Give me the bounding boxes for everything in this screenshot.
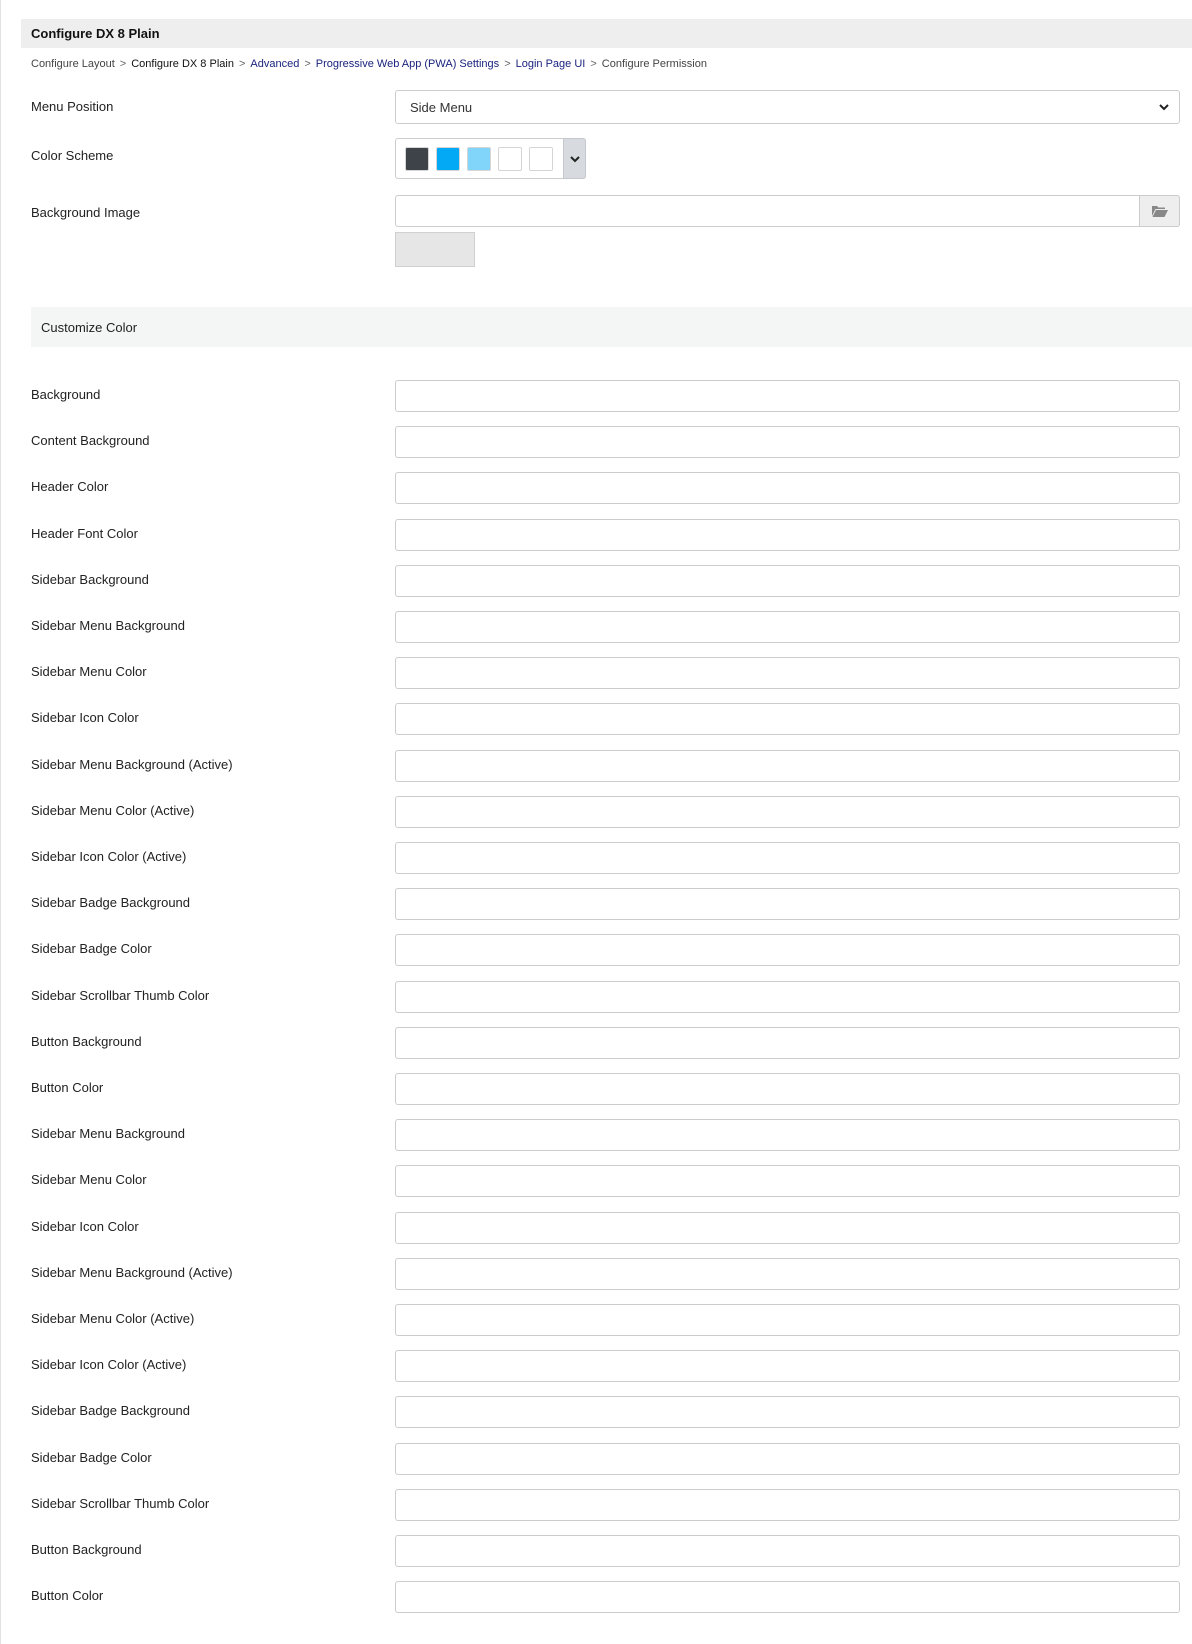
breadcrumb-item[interactable]: Configure Permission — [601, 58, 707, 70]
menu-position-value: Side Menu — [410, 99, 473, 115]
color-field-input[interactable] — [395, 1581, 1180, 1613]
background-image-input[interactable] — [395, 195, 1180, 227]
color-field-input[interactable] — [395, 1396, 1180, 1428]
color-field-label: Content Background — [31, 433, 150, 448]
color-field-label: Sidebar Menu Color — [31, 664, 147, 679]
color-field-input[interactable] — [395, 981, 1180, 1013]
breadcrumb — [31, 58, 707, 70]
color-field-input[interactable] — [395, 472, 1180, 504]
color-field-label: Button Background — [31, 1034, 142, 1049]
color-field-label: Sidebar Menu Background (Active) — [31, 757, 233, 772]
color-field-input[interactable] — [395, 1119, 1180, 1151]
color-field-label: Sidebar Icon Color (Active) — [31, 849, 187, 864]
color-field-input[interactable] — [395, 519, 1180, 551]
color-swatch — [529, 147, 553, 171]
color-swatch — [405, 147, 429, 171]
background-image-preview — [395, 232, 475, 267]
color-field-input[interactable] — [395, 426, 1180, 458]
color-field-label: Button Color — [31, 1588, 104, 1603]
color-field-input[interactable] — [395, 934, 1180, 966]
color-field-label: Sidebar Menu Background (Active) — [31, 1265, 233, 1280]
color-field-input[interactable] — [395, 750, 1180, 782]
color-swatch — [467, 147, 491, 171]
color-field-input[interactable] — [395, 380, 1180, 412]
breadcrumb-item[interactable]: Advanced — [250, 58, 300, 70]
color-field-input[interactable] — [395, 1535, 1180, 1567]
color-field-label: Sidebar Badge Color — [31, 941, 152, 956]
color-field-label: Sidebar Icon Color — [31, 1219, 139, 1234]
color-field-input[interactable] — [395, 1073, 1180, 1105]
section-title: Customize Color — [41, 319, 138, 335]
color-field-label: Sidebar Badge Color — [31, 1450, 152, 1465]
breadcrumb-item: Configure DX 8 Plain — [131, 58, 234, 70]
color-field-label: Sidebar Menu Background — [31, 618, 185, 633]
color-field-input[interactable] — [395, 1165, 1180, 1197]
breadcrumb-separator: > — [119, 58, 127, 70]
color-field-input[interactable] — [395, 657, 1180, 689]
menu-position-select[interactable] — [395, 90, 1180, 124]
color-field-label: Button Background — [31, 1542, 142, 1557]
color-field-input[interactable] — [395, 1489, 1180, 1521]
color-field-label: Background — [31, 387, 101, 402]
breadcrumb-separator: > — [238, 58, 246, 70]
color-field-label: Sidebar Menu Color (Active) — [31, 803, 195, 818]
customize-color-section — [31, 307, 1192, 347]
chevron-down-icon — [569, 153, 581, 165]
color-field-input[interactable] — [395, 1443, 1180, 1475]
breadcrumb-item[interactable]: Progressive Web App (PWA) Settings — [315, 58, 500, 70]
page-title: Configure DX 8 Plain — [31, 26, 160, 41]
breadcrumb-item[interactable]: Configure Layout — [31, 58, 115, 70]
color-field-label: Sidebar Menu Color — [31, 1172, 147, 1187]
color-field-label: Sidebar Icon Color — [31, 710, 139, 725]
color-field-label: Sidebar Icon Color (Active) — [31, 1357, 187, 1372]
color-scheme-toggle[interactable] — [563, 138, 586, 179]
color-swatch — [436, 147, 460, 171]
color-field-input[interactable] — [395, 842, 1180, 874]
color-field-label: Sidebar Scrollbar Thumb Color — [31, 988, 210, 1003]
background-image-label: Background Image — [31, 205, 141, 220]
color-field-input[interactable] — [395, 1258, 1180, 1290]
color-scheme-label: Color Scheme — [31, 148, 114, 163]
color-field-label: Sidebar Menu Background — [31, 1126, 185, 1141]
color-field-input[interactable] — [395, 565, 1180, 597]
color-swatch — [498, 147, 522, 171]
color-field-label: Button Color — [31, 1080, 104, 1095]
page-left-border — [0, 0, 1, 1644]
color-field-label: Header Font Color — [31, 526, 138, 541]
color-field-label: Sidebar Scrollbar Thumb Color — [31, 1496, 210, 1511]
color-field-input[interactable] — [395, 1304, 1180, 1336]
color-field-label: Sidebar Badge Background — [31, 1403, 191, 1418]
breadcrumb-separator: > — [590, 58, 597, 70]
color-field-input[interactable] — [395, 1350, 1180, 1382]
color-field-input[interactable] — [395, 1027, 1180, 1059]
color-field-input[interactable] — [395, 703, 1180, 735]
browse-file-button[interactable] — [1139, 195, 1180, 227]
color-field-input[interactable] — [395, 796, 1180, 828]
color-field-input[interactable] — [395, 1212, 1180, 1244]
chevron-down-icon — [1158, 101, 1170, 113]
breadcrumb-separator: > — [504, 58, 511, 70]
color-field-label: Sidebar Badge Background — [31, 895, 191, 910]
color-field-label: Header Color — [31, 479, 109, 494]
breadcrumb-item[interactable]: Login Page UI — [515, 58, 586, 70]
menu-position-label: Menu Position — [31, 99, 114, 114]
color-field-input[interactable] — [395, 611, 1180, 643]
page-header — [21, 19, 1192, 48]
color-field-input[interactable] — [395, 888, 1180, 920]
breadcrumb-separator: > — [304, 58, 311, 70]
color-field-label: Sidebar Menu Color (Active) — [31, 1311, 195, 1326]
color-scheme-picker[interactable] — [395, 138, 586, 179]
folder-open-icon — [1151, 204, 1169, 218]
color-field-label: Sidebar Background — [31, 572, 149, 587]
